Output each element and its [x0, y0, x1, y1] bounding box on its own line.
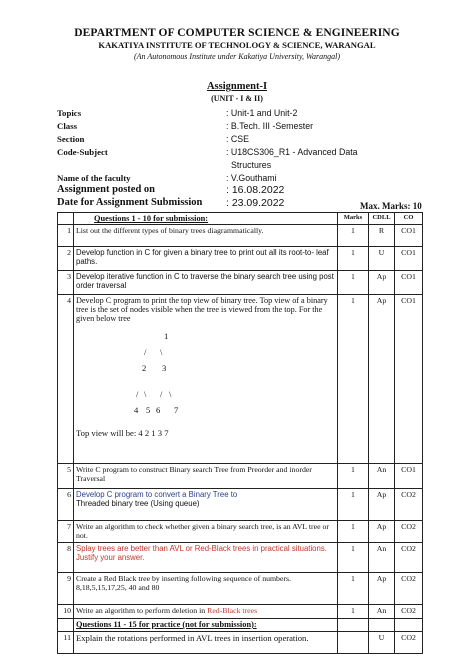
tree-node: 2 [142, 363, 147, 373]
tree-edge: \ [144, 389, 147, 399]
question-cdll: An [369, 543, 395, 573]
col-marks-header: Marks [338, 213, 369, 225]
info-value-class: : B.Tech. III -Semester [226, 121, 314, 131]
question-co: CO2 [395, 489, 423, 521]
section-heading-practice: Questions 11 - 15 for practice (not for submission): [74, 619, 338, 632]
table-row [58, 295, 423, 464]
question-number: 2 [58, 247, 74, 271]
tree-node: 4 [134, 405, 139, 415]
question-cdll: An [369, 605, 395, 619]
question-co: CO1 [395, 295, 423, 464]
tree-node: 5 [146, 405, 151, 415]
table-section-row [58, 619, 423, 632]
question-cdll: An [369, 464, 395, 489]
table-row [58, 521, 423, 543]
table-row [58, 247, 423, 271]
table-row [58, 605, 423, 619]
question-marks [338, 632, 369, 654]
section-heading-submission: Questions 1 - 10 for submission: [74, 213, 338, 225]
info-value-faculty: : V.Gouthami [226, 173, 277, 183]
table-row [58, 225, 423, 247]
question-marks: 1 [338, 295, 369, 464]
question-co: CO2 [395, 605, 423, 619]
question-co: CO2 [395, 573, 423, 605]
question-co: CO2 [395, 632, 423, 654]
question-number: 6 [58, 489, 74, 521]
tree-node: 6 [156, 405, 161, 415]
info-label-section: Section [57, 134, 85, 144]
question-marks: 1 [338, 521, 369, 543]
question-text: Develop C program to convert a Binary Tree to [76, 490, 238, 499]
tree-edge: / [136, 389, 139, 399]
table-header-row [58, 213, 423, 225]
question-co: CO1 [395, 247, 423, 271]
question-marks: 1 [338, 271, 369, 295]
question-text-cont: 8,18,5,15,17,25, 40 and 80 [76, 583, 160, 592]
unit-range: (UNIT - I & II) [211, 94, 263, 103]
question-number: 3 [58, 271, 74, 295]
table-row [58, 573, 423, 605]
question-text-block [74, 573, 338, 605]
question-text: Explain the rotations performed in AVL trees in insertion operation. [74, 632, 338, 654]
question-text: Write an algorithm to check whether given a binary search tree, is an AVL tree or not. [74, 521, 338, 543]
question-marks: 1 [338, 225, 369, 247]
info-value-subject: : U18CS306_R1 - Advanced Data [226, 147, 358, 157]
question-marks: 1 [338, 489, 369, 521]
tree-edge: / [160, 389, 163, 399]
question-marks: 1 [338, 605, 369, 619]
max-marks: Max. Marks: 10 [360, 201, 422, 211]
question-number: 8 [58, 543, 74, 573]
info-label-topics: Topics [57, 108, 82, 118]
question-text: Write C program to construct Binary search Tree from Preorder and inorder Traversal [74, 464, 338, 489]
tree-node: 3 [162, 363, 167, 373]
question-text-block [74, 295, 338, 464]
question-number: 11 [58, 632, 74, 654]
tree-node: 7 [174, 405, 179, 415]
table-row [58, 632, 423, 654]
question-co: CO2 [395, 543, 423, 573]
question-text: Create a Red Black tree by inserting following sequence of numbers. [76, 574, 291, 583]
tree-edge: / [144, 347, 147, 357]
info-value-subject-cont: Structures [231, 160, 272, 170]
question-cdll: U [369, 247, 395, 271]
institute-name: KAKATIYA INSTITUTE OF TECHNOLOGY & SCIENCE, WARANGAL [98, 40, 376, 50]
question-text-block [74, 489, 338, 521]
question-number: 9 [58, 573, 74, 605]
question-marks: 1 [338, 464, 369, 489]
question-text-block [74, 605, 338, 619]
question-cdll: Ap [369, 295, 395, 464]
question-text: List out the different types of binary trees diagrammatically. [74, 225, 338, 247]
info-label-subject: Code-Subject [57, 147, 108, 157]
question-text-cont: Threaded binary tree (Using queue) [76, 499, 200, 508]
table-row [58, 489, 423, 521]
info-value-topics: : Unit-1 and Unit-2 [226, 108, 298, 118]
question-marks: 1 [338, 573, 369, 605]
question-number: 7 [58, 521, 74, 543]
question-text: Develop function in C for given a binary tree to print out all its root-to- leaf paths. [74, 247, 338, 271]
info-label-submission: Date for Assignment Submission [57, 197, 203, 208]
info-value-section: : CSE [226, 134, 249, 144]
info-label-class: Class [57, 121, 78, 131]
question-cdll: Ap [369, 573, 395, 605]
assignment-title: Assignment-I [206, 81, 268, 92]
table-row [58, 543, 423, 573]
question-cdll: Ap [369, 489, 395, 521]
question-cdll: R [369, 225, 395, 247]
question-text: Splay trees are better than AVL or Red-Black trees in practical situations. Justify your answer. [74, 543, 338, 573]
question-number: 1 [58, 225, 74, 247]
question-marks: 1 [338, 543, 369, 573]
col-cdll-header: CDLL [369, 213, 395, 225]
question-co: CO1 [395, 271, 423, 295]
tree-edge: \ [160, 347, 163, 357]
tree-node: 1 [164, 331, 169, 341]
autonomous-note: (An Autonomous Institute under Kakatiya University, Warangal) [134, 52, 340, 61]
question-number: 5 [58, 464, 74, 489]
info-label-posted: Assignment posted on [57, 184, 156, 195]
questions-table [57, 212, 423, 654]
question-text: Develop C program to print the top view of binary tree. Top view of a binary tree is the set of nodes visible when the tree is viewed from the top. For the given below tree [76, 296, 328, 323]
department-title: DEPARTMENT OF COMPUTER SCIENCE & ENGINEERING [74, 27, 400, 39]
question-marks: 1 [338, 247, 369, 271]
question-text: Write an algorithm to perform deletion in [76, 606, 208, 615]
info-label-faculty: Name of the faculty [57, 173, 131, 183]
question-cdll: Ap [369, 271, 395, 295]
info-value-submission: : 23.09.2022 [226, 197, 285, 209]
question-number: 10 [58, 605, 74, 619]
question-co: CO1 [395, 225, 423, 247]
col-co-header: CO [395, 213, 423, 225]
question-cdll: Ap [369, 521, 395, 543]
top-view-answer: Top view will be: 4 2 1 3 7 [76, 428, 169, 438]
question-text-highlight: Red-Black trees [207, 606, 258, 615]
question-number: 4 [58, 295, 74, 464]
question-co: CO2 [395, 521, 423, 543]
table-row [58, 464, 423, 489]
table-row [58, 271, 423, 295]
question-text: Develop iterative function in C to traverse the binary search tree using post order traversal [74, 271, 338, 295]
question-co: CO1 [395, 464, 423, 489]
binary-tree-figure [76, 323, 335, 441]
question-cdll: U [369, 632, 395, 654]
info-value-posted: : 16.08.2022 [226, 184, 285, 196]
tree-edge: \ [169, 389, 172, 399]
